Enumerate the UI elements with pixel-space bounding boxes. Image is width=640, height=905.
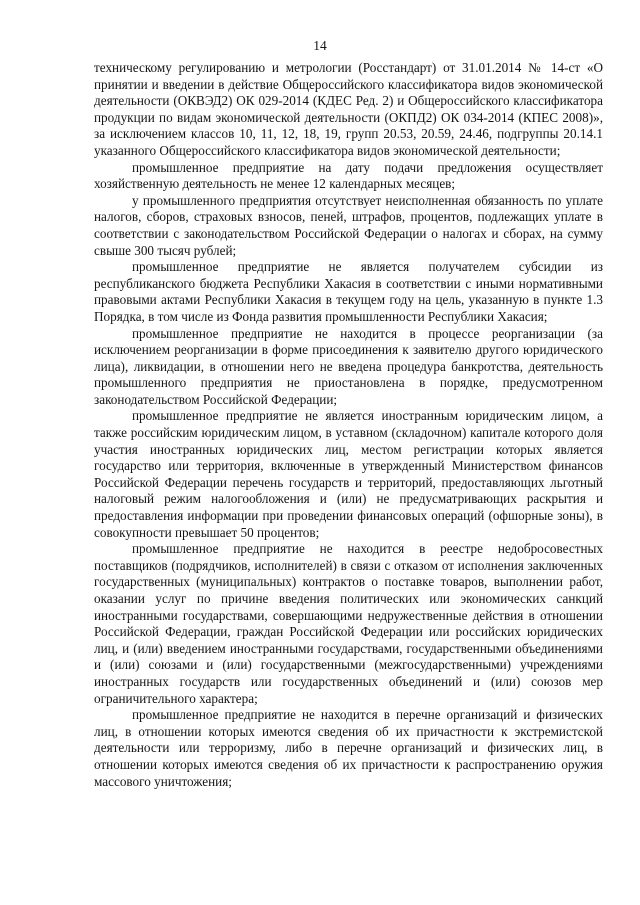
paragraph: у промышленного предприятия отсутствует неисполненная обязанность по уплате налогов, сборов, страховых взносов, пеней, штрафов, процентов, подлежащих уплате в соответствии с законодательством Российской Федерации о налогах и сборах, на сумму свыше 300 тысяч рублей; <box>94 192 603 258</box>
paragraph: промышленное предприятие не является получателем субсидии из республиканского бюджета Республики Хакасия в соответствии с иными нормативными правовыми актами Республики Хакасия в текущем году на цель, указанную в пункте 1.3 Порядка, в том числе из Фонда развития промышленности Республики Хакасия; <box>94 259 603 324</box>
paragraph: промышленное предприятие не является иностранным юридическим лицом, а также российским юридическим лицом, в уставном (складочном) капитале которого доля участия иностранных юридических лиц, местом регистрации которых является государство или территория, включенные в утвержденный Министерством финансов Российской Федерации перечень государств и территорий, предоставляющих льготный налоговый режим налогообложения и (или) не предусматривающих раскрытия и предоставления информации при проведении финансовых операций (офшорные зоны), в совокупности превышает 50 процентов; <box>94 408 603 540</box>
page-number: 14 <box>313 38 327 53</box>
paragraph: промышленное предприятие на дату подачи предложения осуществляет хозяйственную деятельность не менее 12 календарных месяцев; <box>94 159 603 192</box>
document-body <box>94 60 603 790</box>
paragraph: техническому регулированию и метрологии (Росстандарт) от 31.01.2014 № 14-ст «О принятии и введении в действие Общероссийского классификатора видов экономической деятельности (ОКВЭД2) ОК 029-2014 (КДЕС Ред. 2) и Общероссийского классификатора продукции по видам экономической деятельности (ОКПД2) ОК 034-2014 (КПЕС 2008)», за исключением классов 10, 11, 12, 18, 19, групп 20.53, 20.59, 24.46, подгруппы 20.14.1 указанного Общероссийского классификатора видов экономической деятельности; <box>94 60 603 158</box>
paragraph: промышленное предприятие не находится в процессе реорганизации (за исключением реорганизации в форме присоединения к заявителю другого юридического лица), ликвидации, в отношении него не введена процедура банкротства, деятельность промышленного предприятия не приостановлена в порядке, предусмотренном законодательством Российской Федерации; <box>94 325 603 407</box>
paragraph: промышленное предприятие не находится в перечне организаций и физических лиц, в отношении которых имеются сведения об их причастности к экстремистской деятельности или терроризму, либо в перечне организаций и физических лиц, в отношении которых имеются сведения об их причастности к распространению оружия массового уничтожения; <box>94 707 603 789</box>
paragraph: промышленное предприятие не находится в реестре недобросовестных поставщиков (подрядчиков, исполнителей) в связи с отказом от исполнения заключенных государственных (муниципальных) контрактов о поставке товаров, выполнении работ, оказании услуг по причине введения политических или экономических санкций иностранными государствами, совершающими недружественные действия в отношении Российской Федерации, граждан Российской Федерации или российских юридических лиц, и (или) введением иностранными государствами, государственными объединениями и (или) союзами и (или) государственными (межгосударственными) учреждениями иностранных государств или государственных объединений и (или) союзов мер ограничительного характера; <box>94 541 603 706</box>
